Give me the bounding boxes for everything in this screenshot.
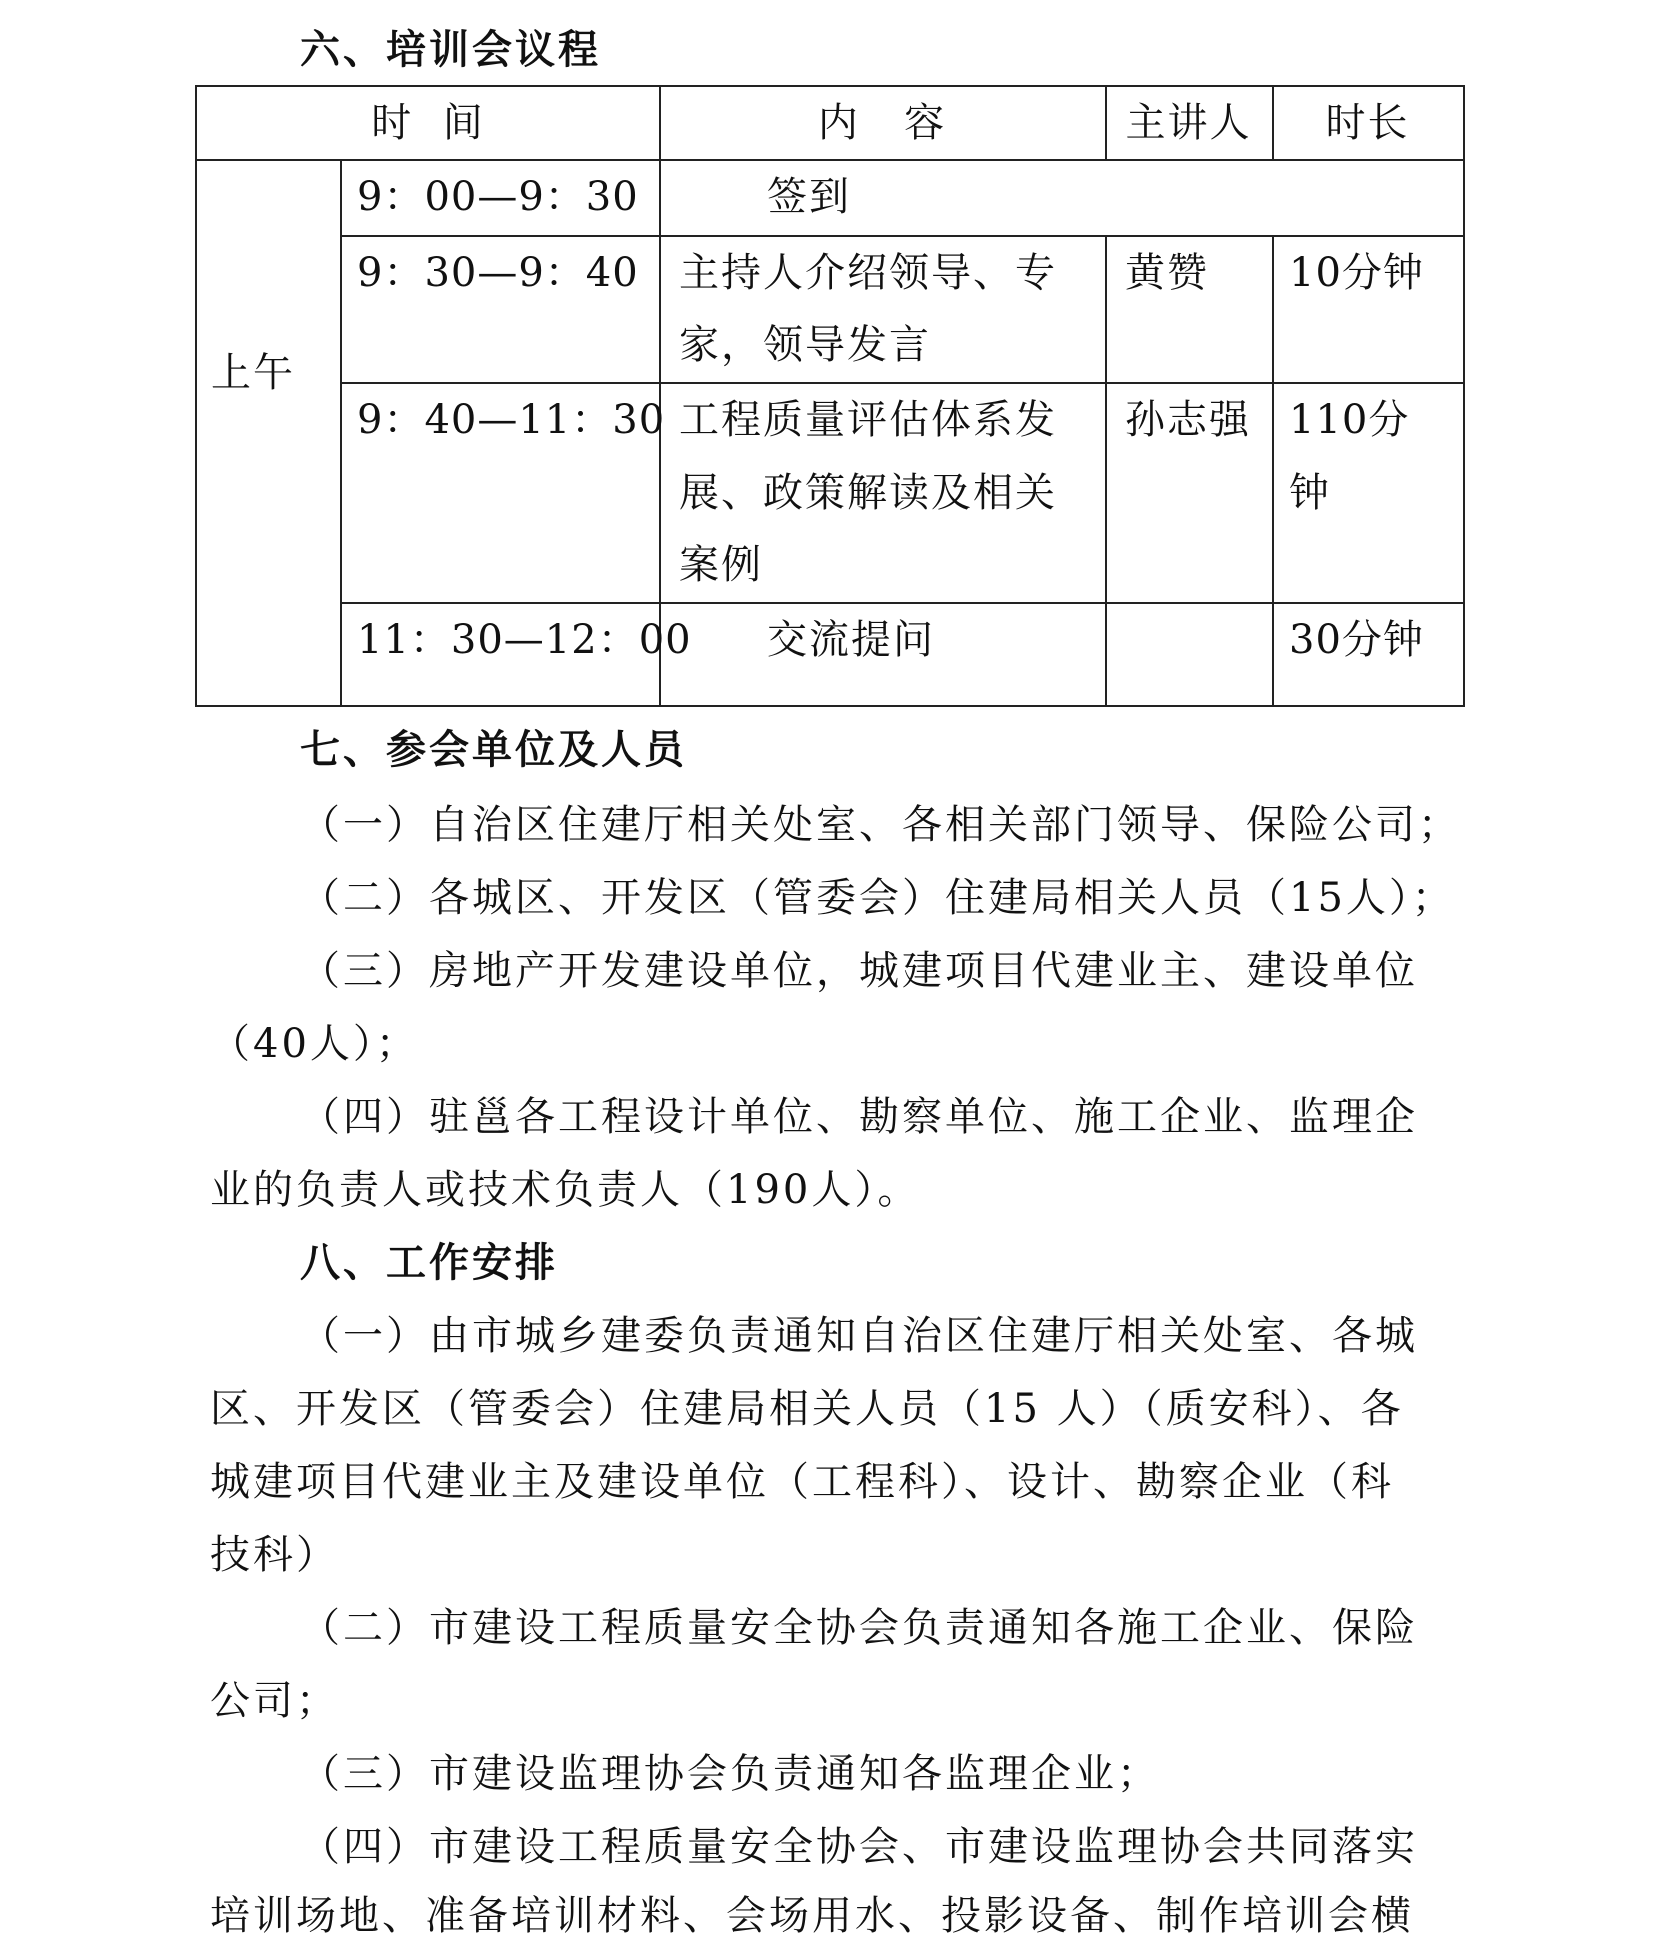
paragraph-line: 业的负责人或技术负责人（190人）。 — [210, 1167, 921, 1213]
row-duration: 钟 — [1289, 470, 1331, 516]
table-divider — [1105, 235, 1107, 707]
section-heading-agenda: 六、培训会议程 — [300, 27, 601, 73]
paragraph-line: 技科） — [210, 1532, 339, 1578]
agenda-table — [195, 85, 1465, 707]
row-content: 交流提问 — [767, 617, 935, 663]
header-speaker: 主讲人 — [1125, 100, 1252, 146]
section-heading-arrangements: 八、工作安排 — [300, 1240, 558, 1286]
paragraph-line: （一）由市城乡建委负责通知自治区住建厅相关处室、各城 — [300, 1313, 1418, 1359]
paragraph-line: 培训场地、准备培训材料、会场用水、投影设备、制作培训会横 — [210, 1893, 1414, 1939]
header-duration: 时长 — [1325, 100, 1410, 146]
section-heading-participants: 七、参会单位及人员 — [300, 727, 687, 773]
row-content: 主持人介绍领导、专 — [679, 250, 1057, 296]
paragraph-line: 公司； — [210, 1678, 339, 1724]
row-duration: 10分钟 — [1289, 250, 1424, 296]
row-speaker: 孙志强 — [1125, 397, 1251, 443]
row-time: 9：30—9：40 — [357, 250, 639, 296]
row-speaker: 黄赞 — [1125, 250, 1209, 296]
paragraph-line: 区、开发区（管委会）住建局相关人员（15 人）（质安科）、各 — [210, 1386, 1404, 1432]
row-time: 9：40—11：30 — [357, 397, 666, 443]
row-time: 11：30—12：00 — [357, 617, 692, 663]
row-content: 签到 — [767, 174, 851, 220]
header-content: 内 容 — [817, 100, 947, 146]
paragraph-line: 城建项目代建业主及建设单位（工程科）、设计、勘察企业（科 — [210, 1459, 1394, 1505]
paragraph-line: （三）市建设监理协会负责通知各监理企业； — [300, 1751, 1160, 1797]
row-content: 工程质量评估体系发 — [679, 397, 1057, 443]
paragraph-line: （40人）； — [210, 1021, 419, 1067]
table-divider — [1272, 235, 1274, 707]
paragraph-line: （一）自治区住建厅相关处室、各相关部门领导、保险公司； — [300, 802, 1461, 848]
header-time: 时 间 — [371, 100, 485, 146]
row-content: 展、政策解读及相关 — [679, 470, 1057, 516]
row-content: 家，领导发言 — [679, 322, 931, 368]
paragraph-line: （二）各城区、开发区（管委会）住建局相关人员（15人）； — [300, 875, 1455, 921]
row-content: 案例 — [679, 542, 763, 588]
table-divider — [340, 159, 342, 707]
period-label: 上午 — [211, 350, 295, 396]
paragraph-line: （三）房地产开发建设单位，城建项目代建业主、建设单位 — [300, 948, 1418, 994]
row-time: 9：00—9：30 — [357, 174, 639, 220]
row-duration: 110分 — [1289, 397, 1410, 443]
row-duration: 30分钟 — [1289, 617, 1424, 663]
paragraph-line: （四）市建设工程质量安全协会、市建设监理协会共同落实 — [300, 1824, 1418, 1870]
paragraph-line: （四）驻邕各工程设计单位、勘察单位、施工企业、监理企 — [300, 1094, 1418, 1140]
paragraph-line: （二）市建设工程质量安全协会负责通知各施工企业、保险 — [300, 1605, 1418, 1651]
